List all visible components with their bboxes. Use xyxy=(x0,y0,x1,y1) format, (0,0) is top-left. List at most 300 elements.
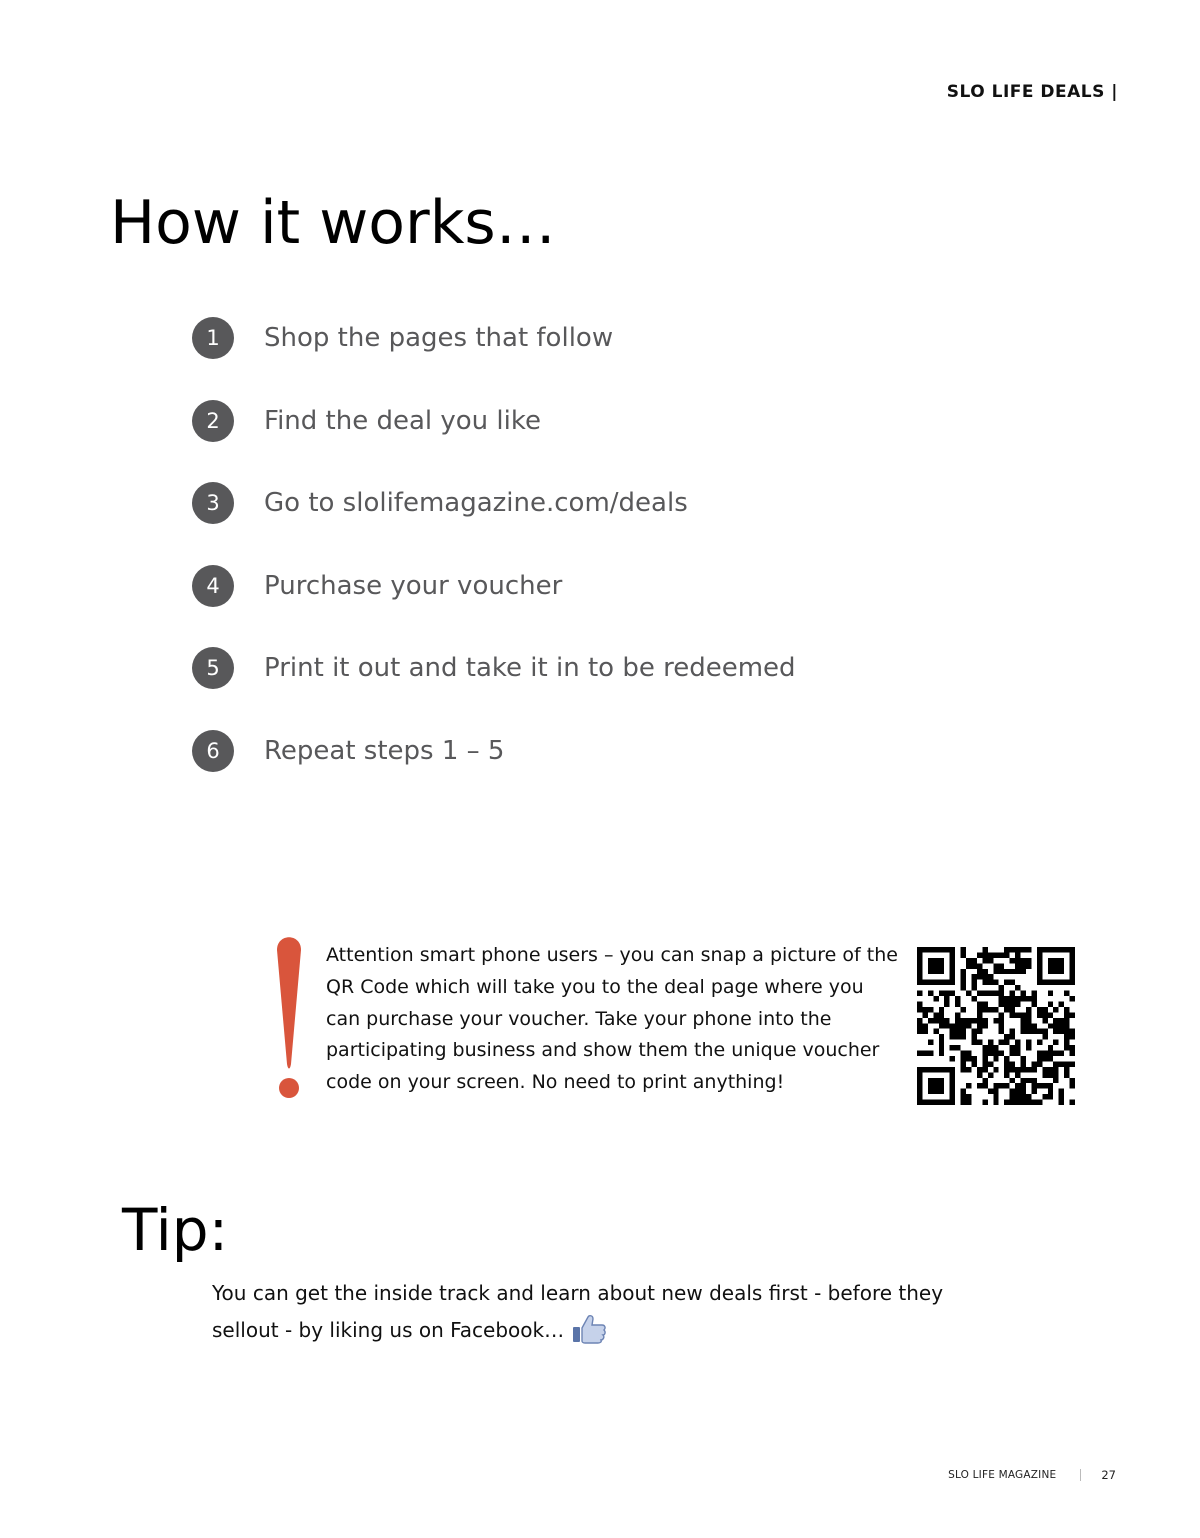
qr-module xyxy=(966,958,971,963)
qr-module xyxy=(1031,1100,1036,1105)
qr-module xyxy=(933,1018,938,1023)
step-text: Shop the pages that follow xyxy=(264,323,614,353)
qr-module xyxy=(944,1067,949,1072)
qr-module xyxy=(1037,952,1042,957)
qr-module xyxy=(982,1083,987,1088)
qr-module xyxy=(917,1018,922,1023)
qr-module xyxy=(1037,1051,1042,1056)
qr-module xyxy=(1026,1078,1031,1083)
qr-module xyxy=(1053,1061,1058,1066)
qr-module xyxy=(1070,974,1075,979)
qr-module xyxy=(917,1083,922,1088)
qr-module xyxy=(1021,958,1026,963)
qr-module xyxy=(961,952,966,957)
qr-module xyxy=(1064,947,1069,952)
step-item xyxy=(192,317,796,359)
qr-module xyxy=(1021,1018,1026,1023)
qr-module xyxy=(944,947,949,952)
step-number-badge: 3 xyxy=(192,482,234,524)
qr-module xyxy=(1021,1056,1026,1061)
qr-module xyxy=(977,1001,982,1006)
qr-module xyxy=(922,980,927,985)
qr-module xyxy=(917,963,922,968)
qr-module xyxy=(950,1083,955,1088)
tip-title: Tip: xyxy=(122,1196,229,1264)
qr-module xyxy=(982,1078,987,1083)
page-footer xyxy=(948,1468,1116,1482)
qr-module xyxy=(944,996,949,1001)
qr-module xyxy=(1010,1067,1015,1072)
qr-module xyxy=(971,1040,976,1045)
qr-module xyxy=(1048,980,1053,985)
qr-module xyxy=(1053,1078,1058,1083)
qr-module xyxy=(961,985,966,990)
qr-module xyxy=(950,1100,955,1105)
qr-module xyxy=(1053,1007,1058,1012)
qr-module xyxy=(917,974,922,979)
qr-module xyxy=(1048,1089,1053,1094)
qr-module xyxy=(1031,1067,1036,1072)
qr-module xyxy=(1053,963,1058,968)
qr-module xyxy=(1070,1034,1075,1039)
qr-module xyxy=(1048,947,1053,952)
qr-module xyxy=(982,1001,987,1006)
qr-module xyxy=(922,947,927,952)
step-item xyxy=(192,647,796,689)
qr-module xyxy=(971,974,976,979)
qr-module xyxy=(917,1089,922,1094)
qr-module xyxy=(1026,1029,1031,1034)
qr-module xyxy=(1064,1072,1069,1077)
qr-module xyxy=(939,1083,944,1088)
qr-module xyxy=(961,1034,966,1039)
qr-module xyxy=(999,1083,1004,1088)
qr-module xyxy=(917,969,922,974)
qr-module xyxy=(1004,1001,1009,1006)
qr-module xyxy=(917,1051,922,1056)
qr-module xyxy=(1037,974,1042,979)
qr-module xyxy=(1004,1083,1009,1088)
qr-module xyxy=(1015,1040,1020,1045)
section-header: SLO LIFE DEALS | xyxy=(946,82,1118,102)
qr-module xyxy=(961,974,966,979)
qr-module xyxy=(955,1034,960,1039)
qr-module xyxy=(993,1018,998,1023)
qr-module xyxy=(961,1029,966,1034)
qr-module xyxy=(917,1007,922,1012)
qr-module xyxy=(1070,952,1075,957)
qr-module xyxy=(1010,991,1015,996)
qr-module xyxy=(977,1029,982,1034)
qr-module xyxy=(993,1045,998,1050)
qr-module xyxy=(1010,1078,1015,1083)
qr-module xyxy=(982,1007,987,1012)
qr-module xyxy=(917,1029,922,1034)
qr-module xyxy=(1021,1012,1026,1017)
qr-module xyxy=(1021,947,1026,952)
qr-module xyxy=(1059,980,1064,985)
qr-module xyxy=(939,1078,944,1083)
qr-module xyxy=(999,1012,1004,1017)
qr-module xyxy=(1070,1100,1075,1105)
qr-module xyxy=(950,969,955,974)
qr-module xyxy=(961,947,966,952)
qr-module xyxy=(944,1023,949,1028)
qr-module xyxy=(966,1023,971,1028)
qr-module xyxy=(1021,1089,1026,1094)
qr-module xyxy=(1070,1051,1075,1056)
qr-module xyxy=(1048,1056,1053,1061)
qr-module xyxy=(961,1007,966,1012)
qr-module xyxy=(961,1023,966,1028)
qr-module xyxy=(1004,952,1009,957)
qr-module xyxy=(1053,958,1058,963)
qr-module xyxy=(999,1051,1004,1056)
qr-module xyxy=(977,1012,982,1017)
qr-module xyxy=(1053,1018,1058,1023)
qr-module xyxy=(1037,958,1042,963)
qr-module xyxy=(1026,1100,1031,1105)
qr-module xyxy=(933,1089,938,1094)
qr-code-icon[interactable] xyxy=(917,947,1075,1105)
qr-module xyxy=(1015,958,1020,963)
qr-module xyxy=(1064,980,1069,985)
qr-module xyxy=(922,1012,927,1017)
qr-module xyxy=(950,991,955,996)
qr-module xyxy=(917,1072,922,1077)
qr-module xyxy=(999,985,1004,990)
qr-module xyxy=(1037,1056,1042,1061)
qr-module xyxy=(950,947,955,952)
qr-module xyxy=(977,963,982,968)
qr-module xyxy=(982,947,987,952)
qr-module xyxy=(950,1078,955,1083)
qr-module xyxy=(939,1023,944,1028)
qr-module xyxy=(1004,1072,1009,1077)
qr-module xyxy=(1059,969,1064,974)
qr-module xyxy=(993,1051,998,1056)
qr-module xyxy=(1070,947,1075,952)
qr-module xyxy=(939,980,944,985)
tip-text: You can get the inside track and learn about new deals first - before they sellout - by liking us on Facebook… xyxy=(212,1281,944,1342)
qr-module xyxy=(917,1067,922,1072)
qr-module xyxy=(1004,1007,1009,1012)
qr-module xyxy=(993,969,998,974)
qr-module xyxy=(1042,1072,1047,1077)
qr-module xyxy=(971,963,976,968)
qr-module xyxy=(988,1007,993,1012)
qr-module xyxy=(950,974,955,979)
qr-module xyxy=(1010,1029,1015,1034)
qr-module xyxy=(1010,958,1015,963)
qr-module xyxy=(917,980,922,985)
qr-module xyxy=(944,1018,949,1023)
qr-module xyxy=(939,1034,944,1039)
qr-module xyxy=(988,1061,993,1066)
qr-module xyxy=(928,947,933,952)
qr-module xyxy=(988,1089,993,1094)
qr-module xyxy=(1037,963,1042,968)
qr-module xyxy=(1042,1056,1047,1061)
qr-module xyxy=(1031,991,1036,996)
qr-module xyxy=(950,980,955,985)
qr-module xyxy=(977,969,982,974)
qr-module xyxy=(1026,1040,1031,1045)
step-number-badge: 1 xyxy=(192,317,234,359)
qr-module xyxy=(961,1094,966,1099)
qr-module xyxy=(1021,1083,1026,1088)
step-item xyxy=(192,730,796,772)
qr-module xyxy=(917,1023,922,1028)
qr-module xyxy=(922,1067,927,1072)
qr-module xyxy=(1026,1067,1031,1072)
qr-module xyxy=(1048,1001,1053,1006)
qr-module xyxy=(1059,1089,1064,1094)
qr-module xyxy=(971,985,976,990)
qr-module xyxy=(1037,980,1042,985)
qr-module xyxy=(1064,1023,1069,1028)
qr-module xyxy=(999,996,1004,1001)
qr-module xyxy=(1053,1040,1058,1045)
qr-module xyxy=(928,1040,933,1045)
qr-module xyxy=(977,991,982,996)
qr-module xyxy=(993,980,998,985)
qr-module xyxy=(1053,969,1058,974)
qr-module xyxy=(950,1072,955,1077)
qr-module xyxy=(993,991,998,996)
qr-module xyxy=(966,1056,971,1061)
qr-module xyxy=(982,952,987,957)
qr-module xyxy=(928,991,933,996)
qr-module xyxy=(982,991,987,996)
qr-module xyxy=(982,1051,987,1056)
qr-module xyxy=(1059,1023,1064,1028)
qr-module xyxy=(928,963,933,968)
qr-module xyxy=(1070,1029,1075,1034)
qr-module xyxy=(1015,1001,1020,1006)
qr-module xyxy=(939,1040,944,1045)
qr-module xyxy=(1048,1023,1053,1028)
step-number-badge: 2 xyxy=(192,400,234,442)
qr-module xyxy=(999,952,1004,957)
qr-module xyxy=(993,1083,998,1088)
qr-module xyxy=(944,980,949,985)
qr-module xyxy=(977,1067,982,1072)
qr-module xyxy=(1059,1051,1064,1056)
qr-module xyxy=(982,1056,987,1061)
qr-module xyxy=(1053,980,1058,985)
qr-module xyxy=(939,969,944,974)
qr-module xyxy=(1031,1023,1036,1028)
qr-module xyxy=(1015,1094,1020,1099)
qr-module xyxy=(999,1029,1004,1034)
qr-module xyxy=(1064,1034,1069,1039)
qr-module xyxy=(928,1018,933,1023)
qr-module xyxy=(939,1051,944,1056)
qr-module xyxy=(1042,1094,1047,1099)
qr-module xyxy=(1064,1045,1069,1050)
qr-module xyxy=(955,996,960,1001)
step-text: Print it out and take it in to be redeemed xyxy=(264,653,796,684)
qr-module xyxy=(1026,963,1031,968)
qr-module xyxy=(982,1045,987,1050)
qr-module xyxy=(939,1089,944,1094)
page-number: 27 xyxy=(1101,1468,1116,1482)
qr-module xyxy=(1059,1094,1064,1099)
footer-divider xyxy=(1080,1469,1081,1481)
qr-module xyxy=(1037,1007,1042,1012)
step-text: Purchase your voucher xyxy=(264,570,563,601)
qr-module xyxy=(933,1029,938,1034)
step-item xyxy=(192,400,796,442)
qr-module xyxy=(982,1023,987,1028)
qr-module xyxy=(1015,1045,1020,1050)
qr-module xyxy=(961,1089,966,1094)
qr-module xyxy=(1004,1100,1009,1105)
qr-module xyxy=(961,1100,966,1105)
qr-module xyxy=(928,1089,933,1094)
qr-module xyxy=(1064,1067,1069,1072)
qr-module xyxy=(1048,1045,1053,1050)
qr-module xyxy=(966,1083,971,1088)
step-text: Repeat steps 1 – 5 xyxy=(264,735,505,766)
qr-module xyxy=(1026,1007,1031,1012)
qr-module xyxy=(961,1061,966,1066)
qr-module xyxy=(955,1023,960,1028)
qr-module xyxy=(1010,1100,1015,1105)
qr-module xyxy=(950,963,955,968)
tip-paragraph xyxy=(212,1275,1012,1349)
qr-module xyxy=(982,1067,987,1072)
qr-module xyxy=(1004,1061,1009,1066)
qr-module xyxy=(939,1045,944,1050)
qr-module xyxy=(955,1012,960,1017)
qr-module xyxy=(1015,947,1020,952)
qr-module xyxy=(999,969,1004,974)
qr-module xyxy=(1031,1029,1036,1034)
qr-module xyxy=(1031,1061,1036,1066)
qr-module xyxy=(1015,1072,1020,1077)
qr-module xyxy=(1053,1029,1058,1034)
qr-module xyxy=(928,1083,933,1088)
qr-module xyxy=(1059,1029,1064,1034)
qr-module xyxy=(950,1067,955,1072)
qr-module xyxy=(966,1100,971,1105)
qr-module xyxy=(971,1034,976,1039)
qr-module xyxy=(988,1040,993,1045)
qr-module xyxy=(1026,1045,1031,1050)
qr-module xyxy=(950,1034,955,1039)
qr-module xyxy=(1015,996,1020,1001)
qr-module xyxy=(928,980,933,985)
qr-module xyxy=(922,1029,927,1034)
qr-module xyxy=(1059,1018,1064,1023)
qr-module xyxy=(1015,969,1020,974)
qr-module xyxy=(1010,969,1015,974)
qr-module xyxy=(982,974,987,979)
qr-module xyxy=(939,1067,944,1072)
qr-module xyxy=(939,991,944,996)
qr-module xyxy=(955,1001,960,1006)
qr-module xyxy=(1010,1051,1015,1056)
qr-module xyxy=(1021,1061,1026,1066)
qr-module xyxy=(944,1001,949,1006)
step-number-badge: 5 xyxy=(192,647,234,689)
qr-module xyxy=(939,1100,944,1105)
qr-module xyxy=(1048,1051,1053,1056)
qr-module xyxy=(1042,947,1047,952)
qr-module xyxy=(1042,1018,1047,1023)
qr-module xyxy=(982,969,987,974)
thumbs-up-icon[interactable] xyxy=(572,1314,606,1344)
qr-module xyxy=(1015,963,1020,968)
qr-module xyxy=(971,958,976,963)
qr-module xyxy=(917,1078,922,1083)
qr-module xyxy=(971,1061,976,1066)
qr-module xyxy=(961,1056,966,1061)
qr-module xyxy=(1048,1083,1053,1088)
qr-module xyxy=(933,963,938,968)
qr-module xyxy=(939,1012,944,1017)
qr-module xyxy=(1004,1040,1009,1045)
step-number-badge: 6 xyxy=(192,730,234,772)
qr-module xyxy=(950,1056,955,1061)
qr-module xyxy=(922,1023,927,1028)
qr-module xyxy=(1070,958,1075,963)
qr-module xyxy=(1037,947,1042,952)
qr-module xyxy=(1037,969,1042,974)
qr-module xyxy=(977,1040,982,1045)
exclamation-icon xyxy=(276,936,302,1101)
qr-module xyxy=(950,1094,955,1099)
qr-module xyxy=(1010,980,1015,985)
qr-module xyxy=(1048,963,1053,968)
qr-module xyxy=(1042,1029,1047,1034)
qr-module xyxy=(1004,980,1009,985)
qr-module xyxy=(928,1007,933,1012)
qr-module xyxy=(993,1067,998,1072)
qr-module xyxy=(1004,1056,1009,1061)
qr-module xyxy=(1015,1083,1020,1088)
qr-module xyxy=(961,1051,966,1056)
qr-module xyxy=(1010,1089,1015,1094)
qr-module xyxy=(1021,1023,1026,1028)
qr-module xyxy=(988,1051,993,1056)
qr-module xyxy=(1070,1083,1075,1088)
qr-module xyxy=(999,1023,1004,1028)
page-title: How it works… xyxy=(110,188,556,258)
qr-module xyxy=(1015,1100,1020,1105)
qr-module xyxy=(1031,1089,1036,1094)
qr-module xyxy=(988,980,993,985)
qr-module xyxy=(1021,1100,1026,1105)
qr-module xyxy=(1048,1072,1053,1077)
qr-module xyxy=(977,1083,982,1088)
qr-module xyxy=(993,1094,998,1099)
qr-module xyxy=(977,1072,982,1077)
qr-module xyxy=(1070,963,1075,968)
qr-module xyxy=(933,996,938,1001)
qr-module xyxy=(1070,1061,1075,1066)
qr-module xyxy=(1070,969,1075,974)
qr-module xyxy=(1015,1089,1020,1094)
qr-module xyxy=(933,1083,938,1088)
qr-module xyxy=(993,963,998,968)
qr-module xyxy=(993,1089,998,1094)
qr-module xyxy=(993,1007,998,1012)
qr-module xyxy=(961,969,966,974)
qr-module xyxy=(966,963,971,968)
